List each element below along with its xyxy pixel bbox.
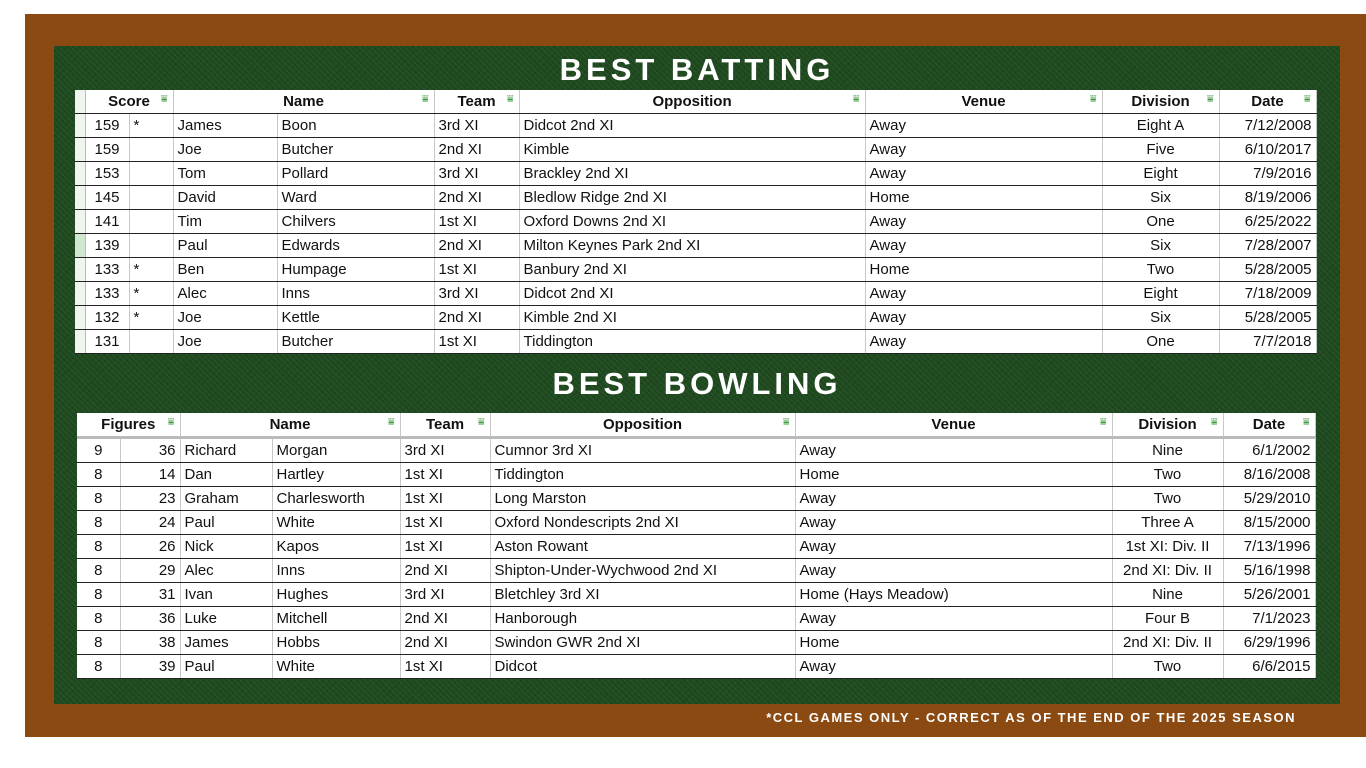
venue-cell[interactable]: Away [865,210,1102,234]
team-cell[interactable]: 3rd XI [400,438,490,463]
opposition-cell[interactable]: Hanborough [490,607,795,631]
runs-cell[interactable]: 24 [120,511,180,535]
first-name-cell[interactable]: Ivan [180,583,272,607]
header-label: Name [283,93,324,110]
table-row[interactable] [77,463,1315,487]
table-row[interactable] [77,607,1315,631]
date-cell[interactable]: 8/19/2006 [1219,186,1316,210]
filter-icon[interactable]: ⩸ [852,93,860,105]
runs-cell[interactable]: 23 [120,487,180,511]
last-name-cell[interactable]: Hartley [272,463,400,487]
score-cell[interactable]: 133 [85,282,129,306]
first-name-cell[interactable]: Tom [173,162,277,186]
filter-icon[interactable]: ⩸ [167,416,175,428]
column-header-opposition[interactable] [490,413,795,438]
date-cell[interactable]: 7/7/2018 [1219,330,1316,354]
column-header-date[interactable] [1219,90,1316,114]
date-cell[interactable]: 8/15/2000 [1223,511,1315,535]
first-name-cell[interactable]: Paul [180,655,272,679]
wickets-cell[interactable]: 8 [77,559,120,583]
table-row[interactable] [75,114,1316,138]
score-cell[interactable]: 133 [85,258,129,282]
division-cell[interactable]: 2nd XI: Div. II [1112,631,1223,655]
table-row[interactable] [75,282,1316,306]
date-cell[interactable]: 5/28/2005 [1219,258,1316,282]
opposition-cell[interactable]: Tiddington [490,463,795,487]
last-name-cell[interactable]: Edwards [277,234,434,258]
team-cell[interactable]: 3rd XI [400,583,490,607]
team-cell[interactable]: 3rd XI [434,162,519,186]
wickets-cell[interactable]: 8 [77,511,120,535]
opposition-cell[interactable]: Shipton-Under-Wychwood 2nd XI [490,559,795,583]
last-name-cell[interactable]: Butcher [277,138,434,162]
table-row[interactable] [75,330,1316,354]
header-label: Date [1252,416,1286,433]
column-header-figures[interactable] [77,413,180,438]
venue-cell[interactable]: Away [865,330,1102,354]
filter-icon[interactable]: ⩸ [506,93,514,105]
score-cell[interactable]: 145 [85,186,129,210]
first-name-cell[interactable]: Ben [173,258,277,282]
first-name-cell[interactable]: Graham [180,487,272,511]
batting-title: BEST BATTING [559,52,835,87]
last-name-cell[interactable]: Hobbs [272,631,400,655]
opposition-cell[interactable]: Didcot 2nd XI [519,282,865,306]
table-row[interactable] [75,138,1316,162]
date-cell[interactable]: 7/28/2007 [1219,234,1316,258]
row-marker[interactable] [75,258,85,282]
date-cell[interactable]: 7/9/2016 [1219,162,1316,186]
runs-cell[interactable]: 31 [120,583,180,607]
last-name-cell[interactable]: Butcher [277,330,434,354]
first-name-cell[interactable]: Joe [173,138,277,162]
last-name-cell[interactable]: Humpage [277,258,434,282]
bowling-title: BEST BOWLING [552,366,842,401]
opposition-cell[interactable]: Long Marston [490,487,795,511]
division-cell[interactable]: Two [1112,487,1223,511]
table-row[interactable] [75,306,1316,330]
last-name-cell[interactable]: Ward [277,186,434,210]
first-name-cell[interactable]: Paul [180,511,272,535]
wickets-cell[interactable]: 8 [77,463,120,487]
opposition-cell[interactable]: Kimble 2nd XI [519,306,865,330]
venue-cell[interactable]: Home [795,631,1112,655]
wickets-cell[interactable]: 8 [77,535,120,559]
score-cell[interactable]: 159 [85,138,129,162]
row-marker[interactable] [75,306,85,330]
last-name-cell[interactable]: White [272,511,400,535]
header-label: Division [1131,93,1190,110]
ccl-flag-cell[interactable]: * [129,114,173,138]
opposition-cell[interactable]: Cumnor 3rd XI [490,438,795,463]
runs-cell[interactable]: 36 [120,607,180,631]
venue-cell[interactable]: Away [865,306,1102,330]
venue-cell[interactable]: Home [795,463,1112,487]
header-label: Name [269,416,311,433]
team-cell[interactable]: 2nd XI [400,607,490,631]
team-cell[interactable]: 3rd XI [434,282,519,306]
row-marker[interactable] [75,282,85,306]
opposition-cell[interactable]: Brackley 2nd XI [519,162,865,186]
venue-cell[interactable]: Away [865,162,1102,186]
row-marker[interactable] [75,186,85,210]
runs-cell[interactable]: 38 [120,631,180,655]
division-cell[interactable]: One [1102,330,1219,354]
venue-cell[interactable]: Away [795,487,1112,511]
venue-cell[interactable]: Away [865,234,1102,258]
table-row[interactable] [77,631,1315,655]
division-cell[interactable]: 1st XI: Div. II [1112,535,1223,559]
last-name-cell[interactable]: Charlesworth [272,487,400,511]
filter-icon[interactable]: ⩸ [1099,416,1107,428]
runs-cell[interactable]: 36 [120,438,180,463]
table-row[interactable] [77,583,1315,607]
score-cell[interactable]: 139 [85,234,129,258]
runs-cell[interactable]: 29 [120,559,180,583]
date-cell[interactable]: 6/6/2015 [1223,655,1315,679]
table-row[interactable] [77,487,1315,511]
team-cell[interactable]: 2nd XI [400,631,490,655]
table-row[interactable] [75,186,1316,210]
filter-icon[interactable]: ⩸ [1206,93,1214,105]
team-cell[interactable]: 2nd XI [434,186,519,210]
score-cell[interactable]: 153 [85,162,129,186]
wickets-cell[interactable]: 8 [77,607,120,631]
column-header-division[interactable] [1102,90,1219,114]
ccl-flag-cell[interactable] [129,234,173,258]
venue-cell[interactable]: Home [865,186,1102,210]
division-cell[interactable]: Five [1102,138,1219,162]
header-label: Venue [961,93,1006,110]
first-name-cell[interactable]: David [173,186,277,210]
row-marker[interactable] [75,138,85,162]
division-cell[interactable]: One [1102,210,1219,234]
division-cell[interactable]: Two [1102,258,1219,282]
division-cell[interactable]: Nine [1112,583,1223,607]
last-name-cell[interactable]: Inns [272,559,400,583]
division-cell[interactable]: 2nd XI: Div. II [1112,559,1223,583]
team-cell[interactable]: 2nd XI [434,306,519,330]
venue-cell[interactable]: Home [865,258,1102,282]
venue-cell[interactable]: Away [865,282,1102,306]
last-name-cell[interactable]: Mitchell [272,607,400,631]
table-row[interactable] [75,234,1316,258]
opposition-cell[interactable]: Milton Keynes Park 2nd XI [519,234,865,258]
bowling-header-row [77,413,1315,438]
column-header-venue[interactable] [865,90,1102,114]
wickets-cell[interactable]: 9 [77,438,120,463]
date-cell[interactable]: 8/16/2008 [1223,463,1315,487]
opposition-cell[interactable]: Bletchley 3rd XI [490,583,795,607]
venue-cell[interactable]: Away [865,114,1102,138]
last-name-cell[interactable]: Kettle [277,306,434,330]
row-marker[interactable] [75,330,85,354]
date-cell[interactable]: 5/28/2005 [1219,306,1316,330]
table-row[interactable] [77,438,1315,463]
ccl-flag-cell[interactable]: * [129,306,173,330]
score-cell[interactable]: 131 [85,330,129,354]
header-label: Opposition [652,93,732,110]
runs-cell[interactable]: 14 [120,463,180,487]
last-name-cell[interactable]: Kapos [272,535,400,559]
filter-icon[interactable]: ⩸ [421,93,429,105]
date-cell[interactable]: 7/1/2023 [1223,607,1315,631]
row-marker[interactable] [75,162,85,186]
opposition-cell[interactable]: Didcot 2nd XI [519,114,865,138]
opposition-cell[interactable]: Bledlow Ridge 2nd XI [519,186,865,210]
date-cell[interactable]: 6/10/2017 [1219,138,1316,162]
column-header-team[interactable] [434,90,519,114]
row-header-cell [75,90,85,114]
division-cell[interactable]: Nine [1112,438,1223,463]
ccl-flag-cell[interactable] [129,210,173,234]
team-cell[interactable]: 3rd XI [434,114,519,138]
date-cell[interactable]: 6/1/2002 [1223,438,1315,463]
opposition-cell[interactable]: Kimble [519,138,865,162]
header-label: Date [1251,93,1284,110]
division-cell[interactable]: Two [1112,655,1223,679]
date-cell[interactable]: 7/18/2009 [1219,282,1316,306]
division-cell[interactable]: Three A [1112,511,1223,535]
date-cell[interactable]: 5/29/2010 [1223,487,1315,511]
bowling-table [77,413,1316,679]
team-cell[interactable]: 2nd XI [400,559,490,583]
team-cell[interactable]: 1st XI [400,655,490,679]
first-name-cell[interactable]: Alec [173,282,277,306]
opposition-cell[interactable]: Didcot [490,655,795,679]
opposition-cell[interactable]: Aston Rowant [490,535,795,559]
ccl-flag-cell[interactable]: * [129,258,173,282]
division-cell[interactable]: Eight [1102,282,1219,306]
venue-cell[interactable]: Away [795,511,1112,535]
score-cell[interactable]: 132 [85,306,129,330]
team-cell[interactable]: 2nd XI [434,138,519,162]
runs-cell[interactable]: 26 [120,535,180,559]
ccl-flag-cell[interactable] [129,186,173,210]
opposition-cell[interactable]: Banbury 2nd XI [519,258,865,282]
last-name-cell[interactable]: Morgan [272,438,400,463]
column-header-venue[interactable] [795,413,1112,438]
row-marker[interactable] [75,114,85,138]
column-header-team[interactable] [400,413,490,438]
last-name-cell[interactable]: Hughes [272,583,400,607]
date-cell[interactable]: 5/16/1998 [1223,559,1315,583]
table-row[interactable] [75,210,1316,234]
opposition-cell[interactable]: Oxford Downs 2nd XI [519,210,865,234]
venue-cell[interactable]: Away [795,559,1112,583]
date-cell[interactable]: 7/13/1996 [1223,535,1315,559]
table-row[interactable] [77,559,1315,583]
wickets-cell[interactable]: 8 [77,583,120,607]
header-label: Team [425,416,465,433]
table-row[interactable] [77,655,1315,679]
filter-icon[interactable]: ⩸ [477,416,485,428]
first-name-cell[interactable]: Richard [180,438,272,463]
team-cell[interactable]: 1st XI [400,463,490,487]
opposition-cell[interactable]: Tiddington [519,330,865,354]
team-cell[interactable]: 1st XI [434,210,519,234]
division-cell[interactable]: Eight [1102,162,1219,186]
wickets-cell[interactable]: 8 [77,631,120,655]
venue-cell[interactable]: Away [795,655,1112,679]
score-cell[interactable]: 159 [85,114,129,138]
ccl-flag-cell[interactable] [129,138,173,162]
team-cell[interactable]: 2nd XI [434,234,519,258]
filter-icon[interactable]: ⩸ [387,416,395,428]
division-cell[interactable]: Six [1102,234,1219,258]
row-marker[interactable] [75,210,85,234]
batting-header-row [75,90,1316,114]
column-header-opposition[interactable] [519,90,865,114]
runs-cell[interactable]: 39 [120,655,180,679]
filter-icon[interactable]: ⩸ [160,93,168,105]
header-label: Team [457,93,496,110]
first-name-cell[interactable]: Nick [180,535,272,559]
ccl-flag-cell[interactable] [129,330,173,354]
header-label: Division [1138,416,1197,433]
first-name-cell[interactable]: Luke [180,607,272,631]
filter-icon[interactable]: ⩸ [1303,93,1311,105]
first-name-cell[interactable]: Joe [173,306,277,330]
filter-icon[interactable]: ⩸ [1302,416,1310,428]
division-cell[interactable]: Six [1102,186,1219,210]
wickets-cell[interactable]: 8 [77,487,120,511]
last-name-cell[interactable]: Chilvers [277,210,434,234]
header-label: Figures [101,416,156,433]
team-cell[interactable]: 1st XI [434,330,519,354]
batting-table [75,90,1317,354]
date-cell[interactable]: 5/26/2001 [1223,583,1315,607]
venue-cell[interactable]: Away [865,138,1102,162]
first-name-cell[interactable]: Dan [180,463,272,487]
last-name-cell[interactable]: Pollard [277,162,434,186]
table-row[interactable] [77,511,1315,535]
wickets-cell[interactable]: 8 [77,655,120,679]
column-header-score[interactable] [85,90,173,114]
venue-cell[interactable]: Away [795,607,1112,631]
first-name-cell[interactable]: Paul [173,234,277,258]
last-name-cell[interactable]: Inns [277,282,434,306]
venue-cell[interactable]: Away [795,438,1112,463]
opposition-cell[interactable]: Oxford Nondescripts 2nd XI [490,511,795,535]
last-name-cell[interactable]: White [272,655,400,679]
first-name-cell[interactable]: Joe [173,330,277,354]
header-label: Opposition [602,416,683,433]
footnote: *CCL GAMES ONLY - CORRECT AS OF THE END OF THE 2025 SEASON [766,710,1296,725]
venue-cell[interactable]: Home (Hays Meadow) [795,583,1112,607]
filter-icon[interactable]: ⩸ [782,416,790,428]
ccl-flag-cell[interactable]: * [129,282,173,306]
table-row[interactable] [77,535,1315,559]
team-cell[interactable]: 1st XI [400,511,490,535]
row-marker[interactable] [75,234,85,258]
division-cell[interactable]: Two [1112,463,1223,487]
division-cell[interactable]: Eight A [1102,114,1219,138]
score-cell[interactable]: 141 [85,210,129,234]
venue-cell[interactable]: Away [795,535,1112,559]
team-cell[interactable]: 1st XI [400,535,490,559]
table-row[interactable] [75,258,1316,282]
header-label: Score [108,93,150,110]
first-name-cell[interactable]: Alec [180,559,272,583]
team-cell[interactable]: 1st XI [400,487,490,511]
column-header-division[interactable] [1112,413,1223,438]
filter-icon[interactable]: ⩸ [1089,93,1097,105]
opposition-cell[interactable]: Swindon GWR 2nd XI [490,631,795,655]
first-name-cell[interactable]: James [173,114,277,138]
date-cell[interactable]: 7/12/2008 [1219,114,1316,138]
header-label: Venue [931,416,976,433]
column-header-name[interactable] [180,413,400,438]
filter-icon[interactable]: ⩸ [1210,416,1218,428]
last-name-cell[interactable]: Boon [277,114,434,138]
date-cell[interactable]: 6/29/1996 [1223,631,1315,655]
first-name-cell[interactable]: Tim [173,210,277,234]
ccl-flag-cell[interactable] [129,162,173,186]
division-cell[interactable]: Six [1102,306,1219,330]
date-cell[interactable]: 6/25/2022 [1219,210,1316,234]
division-cell[interactable]: Four B [1112,607,1223,631]
table-row[interactable] [75,162,1316,186]
column-header-date[interactable] [1223,413,1315,438]
column-header-name[interactable] [173,90,434,114]
team-cell[interactable]: 1st XI [434,258,519,282]
first-name-cell[interactable]: James [180,631,272,655]
